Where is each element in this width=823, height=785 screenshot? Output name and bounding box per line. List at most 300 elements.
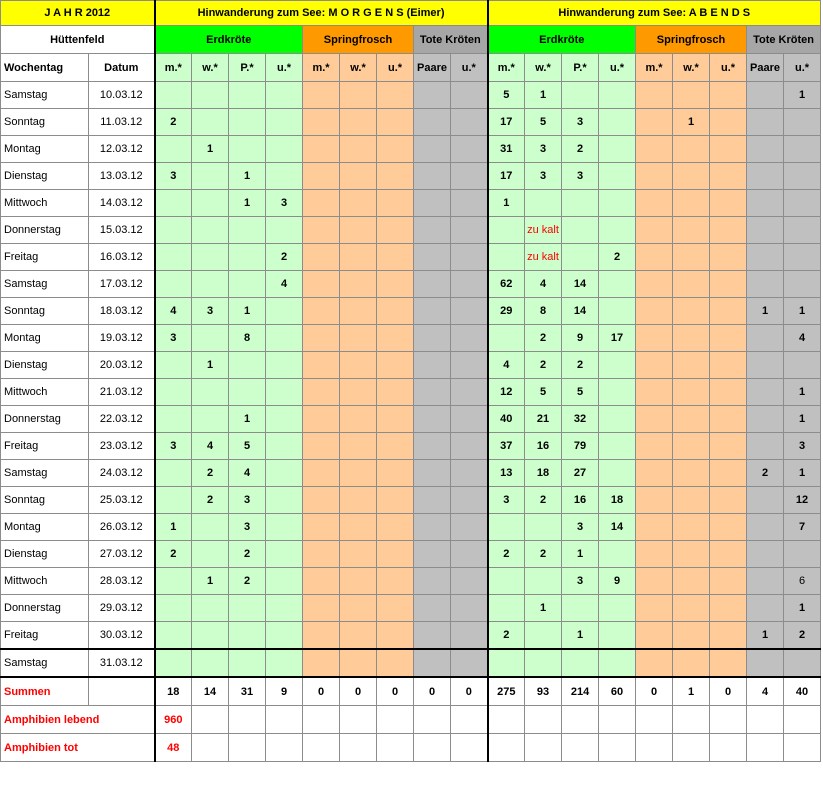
evening-count-cell[interactable]: 5 [488, 82, 525, 109]
morning-count-cell[interactable] [266, 595, 303, 622]
morning-count-cell[interactable] [377, 136, 414, 163]
morning-count-cell[interactable] [303, 379, 340, 406]
evening-count-cell[interactable] [747, 541, 784, 568]
evening-count-cell[interactable]: 2 [488, 622, 525, 650]
evening-count-cell[interactable] [710, 271, 747, 298]
morning-count-cell[interactable] [340, 514, 377, 541]
evening-count-cell[interactable] [673, 352, 710, 379]
evening-count-cell[interactable]: 2 [562, 136, 599, 163]
morning-count-cell[interactable] [377, 217, 414, 244]
morning-count-cell[interactable]: 8 [229, 325, 266, 352]
morning-count-cell[interactable] [451, 244, 488, 271]
evening-count-cell[interactable] [488, 568, 525, 595]
evening-count-cell[interactable] [488, 514, 525, 541]
morning-count-cell[interactable] [377, 190, 414, 217]
evening-count-cell[interactable] [525, 190, 562, 217]
evening-count-cell[interactable] [636, 352, 673, 379]
evening-count-cell[interactable]: 62 [488, 271, 525, 298]
morning-count-cell[interactable]: 1 [192, 568, 229, 595]
evening-count-cell[interactable] [784, 649, 821, 677]
evening-count-cell[interactable] [673, 298, 710, 325]
evening-count-cell[interactable]: 1 [784, 595, 821, 622]
morning-count-cell[interactable] [155, 649, 192, 677]
morning-count-cell[interactable]: 1 [192, 136, 229, 163]
evening-count-cell[interactable]: 14 [562, 298, 599, 325]
morning-count-cell[interactable] [303, 595, 340, 622]
evening-count-cell[interactable]: 37 [488, 433, 525, 460]
morning-count-cell[interactable] [303, 433, 340, 460]
evening-count-cell[interactable]: 1 [525, 82, 562, 109]
evening-count-cell[interactable]: 6 [784, 568, 821, 595]
morning-count-cell[interactable] [192, 541, 229, 568]
morning-count-cell[interactable] [340, 82, 377, 109]
morning-count-cell[interactable] [451, 136, 488, 163]
evening-count-cell[interactable]: 3 [784, 433, 821, 460]
evening-count-cell[interactable] [710, 487, 747, 514]
morning-count-cell[interactable] [266, 649, 303, 677]
morning-count-cell[interactable] [377, 325, 414, 352]
morning-count-cell[interactable] [155, 568, 192, 595]
evening-count-cell[interactable] [673, 487, 710, 514]
evening-count-cell[interactable] [710, 595, 747, 622]
evening-count-cell[interactable] [599, 217, 636, 244]
evening-count-cell[interactable] [747, 136, 784, 163]
evening-count-cell[interactable] [747, 325, 784, 352]
morning-count-cell[interactable]: 3 [192, 298, 229, 325]
morning-count-cell[interactable] [303, 109, 340, 136]
morning-count-cell[interactable] [266, 163, 303, 190]
evening-count-cell[interactable]: 1 [784, 82, 821, 109]
morning-count-cell[interactable] [451, 460, 488, 487]
morning-count-cell[interactable] [414, 298, 451, 325]
morning-count-cell[interactable] [451, 541, 488, 568]
evening-count-cell[interactable] [599, 82, 636, 109]
evening-count-cell[interactable] [673, 649, 710, 677]
evening-count-cell[interactable] [710, 622, 747, 650]
morning-count-cell[interactable] [303, 622, 340, 650]
evening-count-cell[interactable] [747, 433, 784, 460]
evening-count-cell[interactable]: zu kalt [525, 217, 562, 244]
evening-count-cell[interactable]: 3 [562, 109, 599, 136]
morning-count-cell[interactable]: 1 [192, 352, 229, 379]
evening-count-cell[interactable]: 1 [784, 406, 821, 433]
morning-count-cell[interactable] [340, 217, 377, 244]
morning-count-cell[interactable] [155, 82, 192, 109]
morning-count-cell[interactable] [377, 514, 414, 541]
evening-count-cell[interactable]: 2 [525, 541, 562, 568]
evening-count-cell[interactable] [747, 595, 784, 622]
evening-count-cell[interactable] [488, 649, 525, 677]
evening-count-cell[interactable] [599, 406, 636, 433]
evening-count-cell[interactable] [599, 136, 636, 163]
evening-count-cell[interactable] [673, 514, 710, 541]
evening-count-cell[interactable]: 18 [599, 487, 636, 514]
morning-count-cell[interactable]: 2 [229, 541, 266, 568]
morning-count-cell[interactable] [377, 271, 414, 298]
morning-count-cell[interactable] [303, 541, 340, 568]
evening-count-cell[interactable] [636, 568, 673, 595]
morning-count-cell[interactable] [377, 82, 414, 109]
morning-count-cell[interactable] [340, 649, 377, 677]
evening-count-cell[interactable]: 2 [747, 460, 784, 487]
evening-count-cell[interactable] [599, 109, 636, 136]
morning-count-cell[interactable]: 5 [229, 433, 266, 460]
evening-count-cell[interactable] [673, 244, 710, 271]
evening-count-cell[interactable] [710, 136, 747, 163]
evening-count-cell[interactable] [747, 514, 784, 541]
evening-count-cell[interactable] [673, 433, 710, 460]
morning-count-cell[interactable] [266, 514, 303, 541]
morning-count-cell[interactable] [229, 379, 266, 406]
evening-count-cell[interactable] [599, 190, 636, 217]
evening-count-cell[interactable] [488, 217, 525, 244]
morning-count-cell[interactable] [377, 433, 414, 460]
morning-count-cell[interactable] [303, 460, 340, 487]
evening-count-cell[interactable]: 3 [562, 163, 599, 190]
morning-count-cell[interactable] [229, 136, 266, 163]
evening-count-cell[interactable] [525, 649, 562, 677]
morning-count-cell[interactable] [451, 433, 488, 460]
evening-count-cell[interactable]: 1 [784, 298, 821, 325]
morning-count-cell[interactable] [340, 271, 377, 298]
evening-count-cell[interactable] [525, 622, 562, 650]
evening-count-cell[interactable] [636, 244, 673, 271]
morning-count-cell[interactable] [266, 325, 303, 352]
evening-count-cell[interactable]: 14 [562, 271, 599, 298]
morning-count-cell[interactable] [155, 622, 192, 650]
evening-count-cell[interactable]: 29 [488, 298, 525, 325]
evening-count-cell[interactable] [710, 379, 747, 406]
morning-count-cell[interactable] [451, 487, 488, 514]
morning-count-cell[interactable] [192, 622, 229, 650]
morning-count-cell[interactable] [229, 271, 266, 298]
morning-count-cell[interactable] [451, 163, 488, 190]
morning-count-cell[interactable] [340, 136, 377, 163]
evening-count-cell[interactable]: 2 [488, 541, 525, 568]
morning-count-cell[interactable]: 2 [192, 487, 229, 514]
evening-count-cell[interactable]: 9 [562, 325, 599, 352]
evening-count-cell[interactable] [710, 406, 747, 433]
morning-count-cell[interactable] [340, 433, 377, 460]
evening-count-cell[interactable]: zu kalt [525, 244, 562, 271]
morning-count-cell[interactable] [451, 514, 488, 541]
morning-count-cell[interactable] [266, 433, 303, 460]
morning-count-cell[interactable]: 3 [229, 514, 266, 541]
morning-count-cell[interactable] [377, 622, 414, 650]
evening-count-cell[interactable] [636, 271, 673, 298]
evening-count-cell[interactable]: 1 [673, 109, 710, 136]
morning-count-cell[interactable] [414, 541, 451, 568]
evening-count-cell[interactable] [784, 541, 821, 568]
evening-count-cell[interactable] [784, 163, 821, 190]
evening-count-cell[interactable] [710, 190, 747, 217]
evening-count-cell[interactable] [747, 244, 784, 271]
evening-count-cell[interactable] [488, 595, 525, 622]
morning-count-cell[interactable] [451, 595, 488, 622]
evening-count-cell[interactable] [636, 406, 673, 433]
morning-count-cell[interactable] [451, 271, 488, 298]
morning-count-cell[interactable] [451, 325, 488, 352]
evening-count-cell[interactable] [673, 325, 710, 352]
evening-count-cell[interactable] [599, 595, 636, 622]
morning-count-cell[interactable]: 2 [155, 109, 192, 136]
morning-count-cell[interactable] [192, 244, 229, 271]
morning-count-cell[interactable] [451, 82, 488, 109]
morning-count-cell[interactable] [414, 406, 451, 433]
morning-count-cell[interactable] [414, 163, 451, 190]
evening-count-cell[interactable] [673, 568, 710, 595]
evening-count-cell[interactable] [673, 136, 710, 163]
morning-count-cell[interactable]: 4 [155, 298, 192, 325]
morning-count-cell[interactable] [266, 217, 303, 244]
evening-count-cell[interactable] [599, 622, 636, 650]
evening-count-cell[interactable] [784, 352, 821, 379]
morning-count-cell[interactable] [192, 217, 229, 244]
evening-count-cell[interactable] [525, 568, 562, 595]
morning-count-cell[interactable] [340, 487, 377, 514]
evening-count-cell[interactable] [636, 379, 673, 406]
morning-count-cell[interactable] [155, 352, 192, 379]
morning-count-cell[interactable] [155, 136, 192, 163]
morning-count-cell[interactable]: 2 [192, 460, 229, 487]
evening-count-cell[interactable]: 1 [747, 298, 784, 325]
evening-count-cell[interactable] [636, 163, 673, 190]
evening-count-cell[interactable] [747, 568, 784, 595]
morning-count-cell[interactable] [451, 622, 488, 650]
morning-count-cell[interactable] [451, 298, 488, 325]
morning-count-cell[interactable]: 4 [192, 433, 229, 460]
morning-count-cell[interactable] [340, 595, 377, 622]
evening-count-cell[interactable] [710, 649, 747, 677]
morning-count-cell[interactable] [229, 622, 266, 650]
morning-count-cell[interactable]: 3 [155, 163, 192, 190]
evening-count-cell[interactable]: 27 [562, 460, 599, 487]
morning-count-cell[interactable] [340, 190, 377, 217]
morning-count-cell[interactable] [377, 109, 414, 136]
evening-count-cell[interactable] [636, 595, 673, 622]
evening-count-cell[interactable]: 1 [784, 460, 821, 487]
morning-count-cell[interactable] [192, 163, 229, 190]
morning-count-cell[interactable] [377, 406, 414, 433]
morning-count-cell[interactable] [414, 82, 451, 109]
evening-count-cell[interactable] [562, 190, 599, 217]
morning-count-cell[interactable] [451, 406, 488, 433]
morning-count-cell[interactable] [414, 244, 451, 271]
morning-count-cell[interactable] [192, 379, 229, 406]
morning-count-cell[interactable] [303, 568, 340, 595]
evening-count-cell[interactable] [599, 379, 636, 406]
morning-count-cell[interactable] [192, 271, 229, 298]
morning-count-cell[interactable] [155, 487, 192, 514]
evening-count-cell[interactable] [747, 109, 784, 136]
evening-count-cell[interactable] [710, 514, 747, 541]
morning-count-cell[interactable] [155, 217, 192, 244]
morning-count-cell[interactable] [414, 568, 451, 595]
evening-count-cell[interactable] [636, 541, 673, 568]
evening-count-cell[interactable]: 3 [562, 514, 599, 541]
evening-count-cell[interactable]: 3 [562, 568, 599, 595]
morning-count-cell[interactable] [155, 244, 192, 271]
morning-count-cell[interactable] [266, 460, 303, 487]
evening-count-cell[interactable] [599, 163, 636, 190]
morning-count-cell[interactable] [303, 514, 340, 541]
morning-count-cell[interactable] [414, 649, 451, 677]
morning-count-cell[interactable] [192, 190, 229, 217]
evening-count-cell[interactable] [710, 325, 747, 352]
evening-count-cell[interactable] [710, 163, 747, 190]
morning-count-cell[interactable] [192, 595, 229, 622]
morning-count-cell[interactable] [377, 649, 414, 677]
evening-count-cell[interactable] [636, 109, 673, 136]
morning-count-cell[interactable] [414, 109, 451, 136]
evening-count-cell[interactable]: 1 [488, 190, 525, 217]
morning-count-cell[interactable] [377, 352, 414, 379]
morning-count-cell[interactable] [303, 244, 340, 271]
evening-count-cell[interactable]: 17 [599, 325, 636, 352]
morning-count-cell[interactable] [377, 379, 414, 406]
evening-count-cell[interactable]: 1 [784, 379, 821, 406]
evening-count-cell[interactable] [784, 190, 821, 217]
evening-count-cell[interactable] [710, 568, 747, 595]
morning-count-cell[interactable] [229, 82, 266, 109]
morning-count-cell[interactable] [414, 460, 451, 487]
evening-count-cell[interactable] [636, 487, 673, 514]
evening-count-cell[interactable]: 1 [747, 622, 784, 650]
evening-count-cell[interactable] [636, 514, 673, 541]
evening-count-cell[interactable] [636, 325, 673, 352]
evening-count-cell[interactable] [710, 109, 747, 136]
morning-count-cell[interactable] [229, 352, 266, 379]
evening-count-cell[interactable] [562, 595, 599, 622]
evening-count-cell[interactable]: 9 [599, 568, 636, 595]
morning-count-cell[interactable] [340, 541, 377, 568]
evening-count-cell[interactable]: 32 [562, 406, 599, 433]
evening-count-cell[interactable]: 3 [525, 163, 562, 190]
evening-count-cell[interactable]: 17 [488, 109, 525, 136]
evening-count-cell[interactable] [784, 109, 821, 136]
evening-count-cell[interactable] [747, 487, 784, 514]
morning-count-cell[interactable] [303, 217, 340, 244]
morning-count-cell[interactable] [229, 217, 266, 244]
evening-count-cell[interactable] [710, 541, 747, 568]
evening-count-cell[interactable]: 7 [784, 514, 821, 541]
morning-count-cell[interactable] [414, 487, 451, 514]
morning-count-cell[interactable] [377, 595, 414, 622]
evening-count-cell[interactable] [710, 244, 747, 271]
evening-count-cell[interactable] [599, 460, 636, 487]
morning-count-cell[interactable] [414, 190, 451, 217]
morning-count-cell[interactable] [229, 649, 266, 677]
morning-count-cell[interactable] [451, 217, 488, 244]
morning-count-cell[interactable] [266, 109, 303, 136]
morning-count-cell[interactable] [414, 271, 451, 298]
morning-count-cell[interactable] [155, 190, 192, 217]
morning-count-cell[interactable] [266, 352, 303, 379]
morning-count-cell[interactable] [414, 325, 451, 352]
morning-count-cell[interactable] [266, 136, 303, 163]
evening-count-cell[interactable] [747, 190, 784, 217]
evening-count-cell[interactable] [710, 433, 747, 460]
evening-count-cell[interactable]: 1 [562, 541, 599, 568]
evening-count-cell[interactable] [710, 352, 747, 379]
morning-count-cell[interactable] [340, 163, 377, 190]
evening-count-cell[interactable]: 1 [562, 622, 599, 650]
morning-count-cell[interactable] [155, 379, 192, 406]
evening-count-cell[interactable]: 3 [488, 487, 525, 514]
morning-count-cell[interactable] [451, 649, 488, 677]
morning-count-cell[interactable] [414, 379, 451, 406]
evening-count-cell[interactable]: 4 [488, 352, 525, 379]
evening-count-cell[interactable] [673, 460, 710, 487]
morning-count-cell[interactable] [340, 622, 377, 650]
evening-count-cell[interactable] [636, 433, 673, 460]
morning-count-cell[interactable]: 3 [266, 190, 303, 217]
evening-count-cell[interactable] [599, 298, 636, 325]
morning-count-cell[interactable] [414, 217, 451, 244]
morning-count-cell[interactable] [155, 406, 192, 433]
evening-count-cell[interactable]: 17 [488, 163, 525, 190]
morning-count-cell[interactable] [303, 163, 340, 190]
morning-count-cell[interactable] [451, 568, 488, 595]
evening-count-cell[interactable]: 21 [525, 406, 562, 433]
evening-count-cell[interactable]: 31 [488, 136, 525, 163]
morning-count-cell[interactable] [229, 244, 266, 271]
evening-count-cell[interactable] [562, 244, 599, 271]
evening-count-cell[interactable] [488, 244, 525, 271]
evening-count-cell[interactable] [710, 460, 747, 487]
morning-count-cell[interactable]: 1 [155, 514, 192, 541]
evening-count-cell[interactable]: 5 [525, 109, 562, 136]
morning-count-cell[interactable]: 1 [229, 298, 266, 325]
evening-count-cell[interactable]: 2 [599, 244, 636, 271]
morning-count-cell[interactable] [303, 271, 340, 298]
morning-count-cell[interactable] [414, 595, 451, 622]
evening-count-cell[interactable] [636, 82, 673, 109]
evening-count-cell[interactable]: 5 [562, 379, 599, 406]
evening-count-cell[interactable] [636, 190, 673, 217]
morning-count-cell[interactable]: 1 [229, 190, 266, 217]
morning-count-cell[interactable] [414, 622, 451, 650]
evening-count-cell[interactable]: 12 [784, 487, 821, 514]
evening-count-cell[interactable]: 3 [525, 136, 562, 163]
morning-count-cell[interactable] [414, 433, 451, 460]
evening-count-cell[interactable]: 2 [525, 325, 562, 352]
evening-count-cell[interactable] [673, 82, 710, 109]
morning-count-cell[interactable] [266, 541, 303, 568]
evening-count-cell[interactable] [710, 298, 747, 325]
evening-count-cell[interactable]: 12 [488, 379, 525, 406]
morning-count-cell[interactable] [155, 460, 192, 487]
evening-count-cell[interactable]: 2 [784, 622, 821, 650]
evening-count-cell[interactable] [747, 379, 784, 406]
morning-count-cell[interactable] [340, 406, 377, 433]
evening-count-cell[interactable]: 18 [525, 460, 562, 487]
evening-count-cell[interactable] [673, 163, 710, 190]
morning-count-cell[interactable] [192, 109, 229, 136]
evening-count-cell[interactable]: 4 [784, 325, 821, 352]
evening-count-cell[interactable] [747, 352, 784, 379]
evening-count-cell[interactable]: 2 [525, 487, 562, 514]
evening-count-cell[interactable] [636, 460, 673, 487]
morning-count-cell[interactable] [340, 460, 377, 487]
morning-count-cell[interactable] [377, 487, 414, 514]
morning-count-cell[interactable]: 4 [266, 271, 303, 298]
evening-count-cell[interactable] [599, 271, 636, 298]
morning-count-cell[interactable] [303, 352, 340, 379]
morning-count-cell[interactable]: 3 [155, 433, 192, 460]
morning-count-cell[interactable]: 3 [229, 487, 266, 514]
morning-count-cell[interactable] [451, 190, 488, 217]
